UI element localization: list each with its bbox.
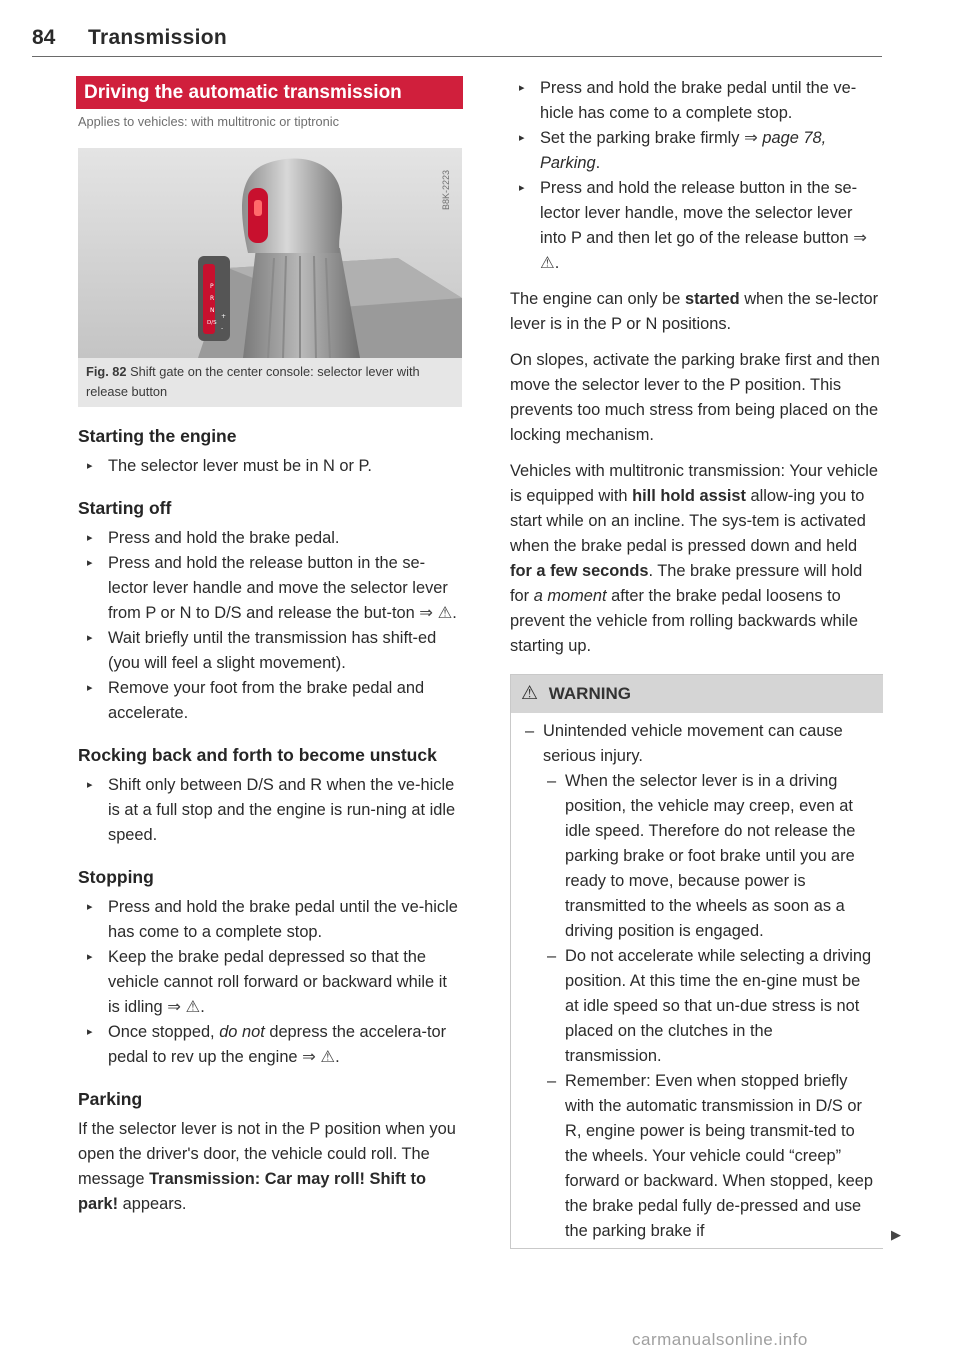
reference-arrow-icon[interactable]: ⇒ xyxy=(302,1048,316,1066)
bullet-arrow-icon: ▸ xyxy=(87,557,93,569)
reference-arrow-icon[interactable]: ⇒ xyxy=(744,129,758,147)
reference-arrow-icon[interactable]: ⇒ xyxy=(853,229,867,247)
left-column xyxy=(78,76,463,1228)
starting-off-list xyxy=(78,526,463,726)
warning-ref-icon[interactable]: ⚠ xyxy=(185,998,201,1016)
hill-hold-paragraph: Vehicles with multitronic transmission: Your vehicle is equipped with hill hold assist allow-ing you to start while on an incline. The sys-tem is activated when the brake pedal is pressed down and held for a few seconds. The brake pressure will hold for a moment after the brake pedal loosens to prevent the vehicle from rolling backwards while starting up. xyxy=(510,462,879,655)
starting-engine-list xyxy=(78,454,463,479)
warning-item: – Unintended vehicle movement can cause serious injury. xyxy=(525,722,843,765)
figure-shift-gate xyxy=(78,148,462,358)
bullet-arrow-icon: ▸ xyxy=(519,182,525,194)
list-item: ▸ Set the parking brake firmly ⇒ page 78, Parking. xyxy=(510,126,882,176)
applies-note: Applies to vehicles: with multitronic or tiptronic xyxy=(78,114,340,129)
list-item: ▸ Wait briefly until the transmission has shift-ed (you will feel a slight movement). xyxy=(78,626,463,676)
bullet-arrow-icon: ▸ xyxy=(87,779,93,791)
right-column xyxy=(510,76,882,1249)
reference-arrow-icon[interactable]: ⇒ xyxy=(167,998,181,1016)
bullet-arrow-icon: ▸ xyxy=(87,460,93,472)
reference-arrow-icon[interactable]: ⇒ xyxy=(419,604,434,622)
warning-subitem: – When the selector lever is in a driving position, the vehicle may creep, even at idle speed. Therefore do not release the parking brake or foot brake until you are ready to move, because power is transmitted to the wheels as soon as a driving position is engaged. xyxy=(547,772,856,940)
heading-rocking: Rocking back and forth to become unstuck xyxy=(78,745,437,765)
figure-code: B8K-2223 xyxy=(441,170,451,211)
gear-ds-label: D/S xyxy=(207,320,217,326)
caption-text: Shift gate on the center console: selector lever with release button xyxy=(86,364,420,399)
list-item: ▸ Shift only between D/S and R when the ve-hicle is at a full stop and the engine is run-ning at idle speed. xyxy=(78,773,463,848)
rocking-list xyxy=(78,773,463,848)
bullet-arrow-icon: ▸ xyxy=(87,1026,93,1038)
gear-r-label: R xyxy=(210,295,215,302)
gear-p-label: P xyxy=(210,283,214,290)
list-item: ▸ The selector lever must be in N or P. xyxy=(78,454,463,479)
warning-body xyxy=(511,713,883,1248)
page-number: 84 xyxy=(32,26,56,49)
list-item: ▸ Once stopped, do not depress the accelera-tor pedal to rev up the engine ⇒ ⚠. xyxy=(78,1020,463,1070)
bullet-arrow-icon: ▸ xyxy=(519,132,525,144)
gear-n-label: N xyxy=(210,307,215,314)
continue-arrow-icon: ▶ xyxy=(891,1227,901,1242)
chapter-title: Transmission xyxy=(88,26,227,49)
section-title: Driving the automatic transmission xyxy=(76,76,463,109)
bullet-arrow-icon: ▸ xyxy=(87,632,93,644)
slopes-paragraph: On slopes, activate the parking brake first and then move the selector lever to the P position. This prevents too much stress from being placed on the locking mechanism. xyxy=(510,351,880,444)
list-item: ▸ Press and hold the brake pedal until the ve-hicle has come to a complete stop. xyxy=(510,76,882,126)
list-item: ▸ Press and hold the release button in the se-lector lever handle and move the selector lever from P or N to D/S and release the but-ton ⇒ ⚠. xyxy=(78,551,463,626)
bullet-arrow-icon: ▸ xyxy=(87,682,93,694)
watermark: carmanualsonline.info xyxy=(632,1330,808,1349)
warning-subitem: – Remember: Even when stopped briefly with the automatic transmission in D/S or R, engine power is being transmit-ted to the wheels. Your vehicle could “creep” forward or backward. When stopped, keep the brake pedal fully de-pressed and use the parking brake if xyxy=(547,1072,873,1240)
warning-subitem: – Do not accelerate while selecting a driving position. At this time the en-gine must be at idle speed so that un-due stress is not placed on the clutches in the transmission. xyxy=(547,947,872,1065)
bullet-arrow-icon: ▸ xyxy=(87,951,93,963)
bullet-arrow-icon: ▸ xyxy=(87,901,93,913)
heading-starting-off: Starting off xyxy=(78,498,172,518)
list-item: ▸ Press and hold the brake pedal until the ve-hicle has come to a complete stop. xyxy=(78,895,463,945)
warning-box xyxy=(510,674,883,1249)
bullet-arrow-icon: ▸ xyxy=(519,82,525,94)
warning-triangle-icon: ⚠ xyxy=(521,683,539,704)
warning-ref-icon[interactable]: ⚠ xyxy=(540,254,555,272)
parking-steps-list xyxy=(510,76,882,276)
heading-stopping: Stopping xyxy=(78,867,154,887)
warning-header xyxy=(511,675,883,713)
selector-lever-illustration xyxy=(78,148,462,358)
warning-title: WARNING xyxy=(548,684,631,703)
heading-parking: Parking xyxy=(78,1089,143,1109)
heading-starting-engine: Starting the engine xyxy=(78,426,237,446)
stopping-list xyxy=(78,895,463,1070)
gear-minus-label: - xyxy=(221,325,224,332)
list-item: ▸ Press and hold the brake pedal. xyxy=(78,526,463,551)
bullet-arrow-icon: ▸ xyxy=(87,532,93,544)
warning-ref-icon[interactable]: ⚠ xyxy=(437,604,453,622)
warning-ref-icon[interactable]: ⚠ xyxy=(320,1048,336,1066)
caption-label: Fig. 82 xyxy=(86,364,127,379)
list-item: ▸ Keep the brake pedal depressed so that the vehicle cannot roll forward or backward while it is idling ⇒ ⚠. xyxy=(78,945,463,1020)
figure-caption xyxy=(78,358,462,407)
engine-start-paragraph: The engine can only be started when the se-lector lever is in the P or N positions. xyxy=(510,290,879,333)
list-item: ▸ Press and hold the release button in the se-lector lever handle, move the selector lever into P and then let go of the release button ⇒ ⚠. xyxy=(510,176,882,276)
parking-paragraph: If the selector lever is not in the P position when you open the driver's door, the vehicle could roll. The message Transmission: Car may roll! Shift to park! appears. xyxy=(78,1120,456,1213)
page-header xyxy=(32,22,882,57)
gear-plus-label: + xyxy=(221,313,227,320)
list-item: ▸ Remove your foot from the brake pedal and accelerate. xyxy=(78,676,463,726)
page-reference-link[interactable]: page 78, Parking xyxy=(540,129,827,172)
